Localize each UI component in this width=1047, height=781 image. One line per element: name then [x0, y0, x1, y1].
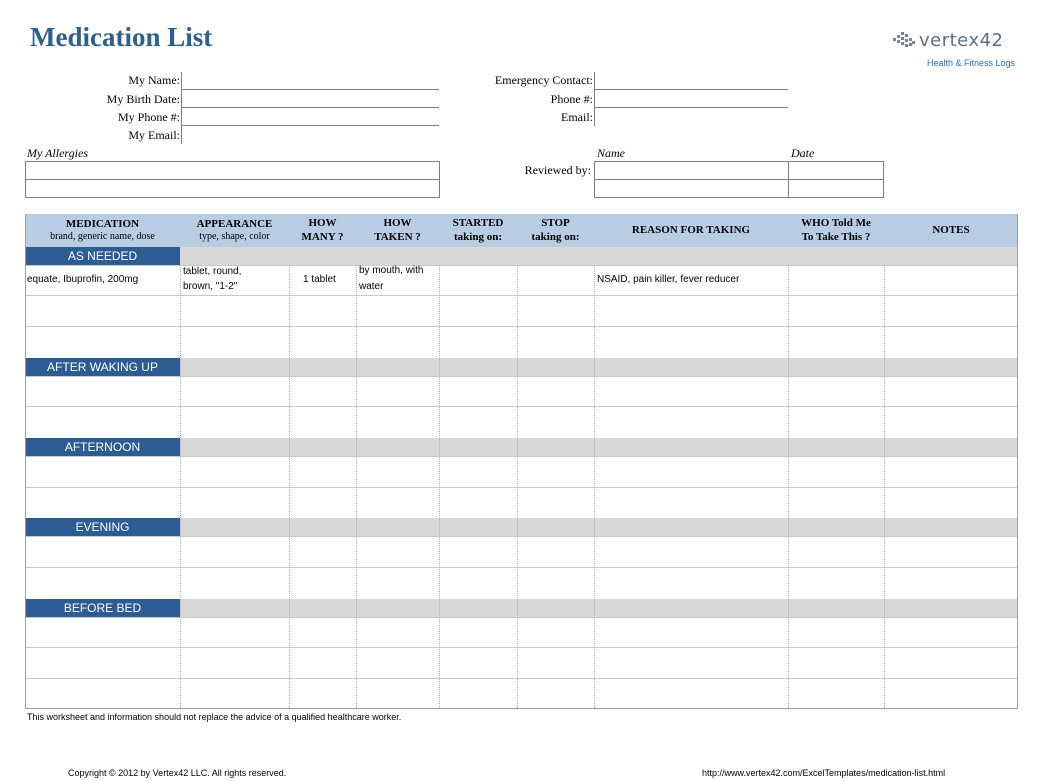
emergency-contact-field[interactable]: [594, 89, 788, 90]
col-divider: [439, 265, 440, 708]
emergency-phone-field[interactable]: [594, 107, 788, 108]
info-right-divider: [594, 72, 595, 126]
table-row[interactable]: [25, 567, 1018, 568]
my-name-field[interactable]: [181, 89, 439, 90]
col-divider: [788, 265, 789, 708]
table-row[interactable]: [25, 326, 1018, 327]
col-divider: [594, 265, 595, 708]
col-divider: [180, 265, 181, 708]
section-after-waking-up: AFTER WAKING UP: [25, 358, 180, 376]
my-phone-field[interactable]: [181, 125, 439, 126]
my-email-label: My Email:: [128, 128, 180, 142]
col-header-reason: REASON FOR TAKING: [631, 223, 751, 236]
table-right-border: [1017, 214, 1018, 708]
reviewed-by-date-2[interactable]: [788, 179, 884, 198]
my-birth-date-label: My Birth Date:: [106, 92, 180, 106]
table-row[interactable]: [25, 456, 1018, 457]
page-title: Medication List: [30, 22, 213, 52]
col-header-stop: STOP taking on:: [531, 217, 580, 243]
reviewed-by-name-1[interactable]: [594, 161, 789, 180]
example-appearance-line2[interactable]: brown, "1-2": [183, 281, 238, 292]
allergies-field-2[interactable]: [25, 179, 440, 198]
my-name-label: My Name:: [128, 73, 180, 87]
review-date-label: Date: [791, 146, 815, 160]
table-row[interactable]: [25, 678, 1018, 679]
table-left-border: [25, 214, 26, 708]
section-evening: EVENING: [25, 518, 180, 536]
section-as-needed: AS NEEDED: [25, 247, 180, 265]
col-header-notes: NOTES: [932, 223, 970, 236]
col-header-started: STARTED taking on:: [452, 217, 504, 243]
review-name-label: Name: [597, 146, 625, 160]
table-row[interactable]: [25, 376, 1018, 377]
example-how-many[interactable]: 1 tablet: [303, 274, 336, 285]
example-reason[interactable]: NSAID, pain killer, fever reducer: [597, 274, 740, 285]
reviewed-by-name-2[interactable]: [594, 179, 789, 198]
example-how-taken-line2[interactable]: water: [359, 281, 384, 292]
section-afternoon: AFTERNOON: [25, 438, 180, 456]
example-how-taken-line1[interactable]: by mouth, with: [359, 265, 424, 276]
table-row[interactable]: [25, 487, 1018, 488]
col-header-how-taken: HOW TAKEN ?: [374, 217, 421, 243]
col-header-medication: MEDICATION brand, generic name, dose: [50, 217, 155, 243]
vertex42-logo[interactable]: [892, 28, 1004, 52]
table-row[interactable]: [25, 647, 1018, 648]
reviewed-by-label: Reviewed by:: [524, 163, 591, 177]
vertex42-wordmark: vertex42: [919, 29, 1004, 51]
info-left-divider: [181, 72, 182, 144]
my-allergies-label: My Allergies: [27, 146, 88, 160]
table-row[interactable]: [25, 406, 1018, 407]
disclaimer-text: This worksheet and information should not replace the advice of a qualified healthcare worker.: [27, 712, 402, 722]
allergies-field-1[interactable]: [25, 161, 440, 180]
template-url-link[interactable]: http://www.vertex42.com/ExcelTemplates/medication-list.html: [702, 768, 946, 778]
phone-label: Phone #:: [550, 92, 593, 106]
table-row[interactable]: [25, 617, 1018, 618]
emergency-contact-label: Emergency Contact:: [494, 73, 593, 87]
table-row[interactable]: [25, 295, 1018, 296]
my-birth-date-field[interactable]: [181, 107, 439, 108]
example-medication[interactable]: equate, Ibuprofin, 200mg: [27, 274, 139, 285]
my-phone-label: My Phone #:: [117, 110, 180, 124]
col-header-who-told: WHO Told Me To Take This ?: [801, 217, 871, 243]
section-before-bed: BEFORE BED: [25, 599, 180, 617]
vertex42-logo-icon: [892, 29, 916, 51]
col-divider: [884, 265, 885, 708]
reviewed-by-date-1[interactable]: [788, 161, 884, 180]
table-row[interactable]: [25, 265, 1018, 266]
copyright-text: Copyright © 2012 by Vertex42 LLC. All rights reserved.: [68, 768, 287, 778]
col-divider: [289, 265, 290, 708]
col-divider: [356, 265, 357, 708]
email-label: Email:: [561, 110, 593, 124]
table-row[interactable]: [25, 536, 1018, 537]
table-bottom: [25, 708, 1018, 709]
col-divider: [517, 265, 518, 708]
col-header-appearance: APPEARANCE type, shape, color: [196, 217, 273, 243]
example-appearance-line1[interactable]: tablet, round,: [183, 266, 242, 277]
logo-tagline[interactable]: Health & Fitness Logs: [926, 58, 1015, 68]
col-header-how-many: HOW MANY ?: [301, 217, 344, 243]
